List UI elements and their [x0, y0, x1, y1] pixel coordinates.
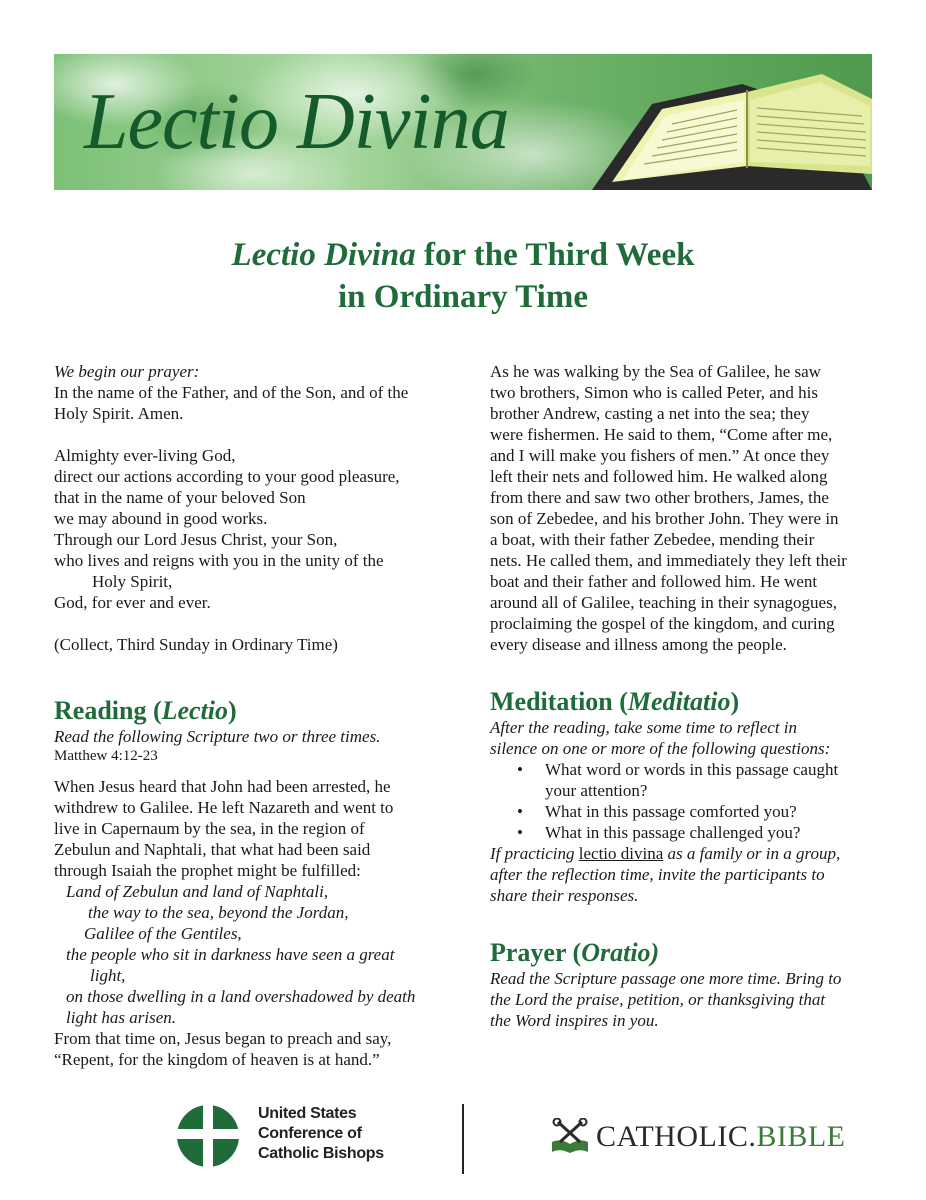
verse-line: on those dwelling in a land overshadowed by death	[66, 987, 416, 1006]
family-note: If practicing lectio divina as a family or in a group,	[490, 844, 841, 863]
passage-line: a boat, with their father Zebedee, mending their	[490, 530, 815, 549]
page-title: Lectio Divina for the Third Week in Ordinary Time	[231, 237, 695, 315]
passage-line: As he was walking by the Sea of Galilee, he saw	[490, 362, 821, 381]
prayer-intro: We begin our prayer:	[54, 362, 200, 381]
collect-line: Almighty ever-living God,	[54, 446, 236, 465]
passage-line: and I will make you fishers of men.” At once they	[490, 446, 830, 465]
collect-line: we may abound in good works.	[54, 509, 268, 528]
header-banner	[54, 54, 872, 190]
passage-line: were fishermen. He said to them, “Come after me,	[490, 425, 833, 444]
passage-line: son of Zebedee, and his brother John. They were in	[490, 509, 839, 528]
collect-line: God, for ever and ever.	[54, 593, 211, 612]
collect-line: direct our actions according to your good pleasure,	[54, 467, 400, 486]
reading-line: withdrew to Galilee. He left Nazareth and went to	[54, 798, 394, 817]
meditation-instruction: silence on one or more of the following questions:	[490, 739, 831, 758]
verse-line: Land of Zebulun and land of Naphtali,	[66, 882, 329, 901]
meditation-heading: Meditation (Meditatio)	[490, 687, 740, 716]
reading-line: “Repent, for the kingdom of heaven is at hand.”	[54, 1050, 380, 1069]
left-column	[54, 361, 454, 1070]
reading-line: When Jesus heard that John had been arrested, he	[54, 777, 391, 796]
collect-source: (Collect, Third Sunday in Ordinary Time)	[54, 635, 338, 654]
usccb-name: United States Conference of Catholic Bishops	[258, 1105, 384, 1162]
open-bible-icon	[532, 54, 872, 190]
verse-line: light has arisen.	[66, 1008, 177, 1027]
reading-heading: Reading (Lectio)	[54, 696, 237, 725]
verse-line: the people who sit in darkness have seen a great	[66, 945, 395, 964]
collect-line: Holy Spirit,	[92, 572, 173, 591]
scripture-reference: Matthew 4:12-23	[54, 748, 158, 764]
oratio-line: Read the Scripture passage one more time. Bring to	[490, 969, 842, 988]
passage-line: two brothers, Simon who is called Peter, and his	[490, 383, 818, 402]
passage-line: left their nets and followed him. He walked along	[490, 467, 828, 486]
reading-line: From that time on, Jesus began to preach and say,	[54, 1029, 392, 1048]
question-item: • What word or words in this passage caught your attention?	[517, 760, 839, 800]
meditation-instruction: After the reading, take some time to reflect in	[490, 718, 798, 737]
verse-line: the way to the sea, beyond the Jordan,	[88, 903, 349, 922]
verse-line: light,	[90, 966, 126, 985]
family-note: after the reflection time, invite the participants to	[490, 865, 825, 884]
catholic-bible-wordmark: CATHOLIC.BIBLE	[596, 1120, 846, 1153]
passage-line: boat and their father and followed him. He went	[490, 572, 818, 591]
verse-line: Galilee of the Gentiles,	[84, 924, 242, 943]
collect-line: who lives and reigns with you in the unity of the	[54, 551, 384, 570]
passage-line: from there and saw two other brothers, James, the	[490, 488, 829, 507]
sign-line: In the name of the Father, and of the Son, and of the	[54, 383, 409, 402]
question-item: • What in this passage comforted you?	[517, 802, 797, 821]
usccb-cross-logo	[176, 1104, 240, 1168]
meditation-questions	[490, 759, 890, 843]
keys-book-icon	[548, 1118, 592, 1154]
reading-line: Zebulun and Naphtali, that what had been said	[54, 840, 371, 859]
passage-line: proclaiming the gospel of the kingdom, and curing	[490, 614, 835, 633]
family-note: share their responses.	[490, 886, 639, 905]
oratio-line: the Lord the praise, petition, or thanksgiving that	[490, 990, 826, 1009]
collect-line: Through our Lord Jesus Christ, your Son,	[54, 530, 338, 549]
footer-divider	[462, 1104, 464, 1174]
banner-title: Lectio Divina	[84, 78, 509, 166]
oratio-line: the Word inspires in you.	[490, 1011, 659, 1030]
passage-line: nets. He called them, and immediately they left their	[490, 551, 847, 570]
right-column	[490, 361, 890, 1031]
reading-instruction: Read the following Scripture two or three times.	[54, 727, 381, 746]
passage-line: brother Andrew, casting a net into the sea; they	[490, 404, 810, 423]
lectio-divina-link[interactable]: lectio divina	[578, 844, 664, 863]
passage-line: around all of Galilee, teaching in their synagogues,	[490, 593, 837, 612]
passage-line: every disease and illness among the people.	[490, 635, 787, 654]
oratio-heading: Prayer (Oratio)	[490, 938, 660, 967]
reading-line: live in Capernaum by the sea, in the region of	[54, 819, 365, 838]
reading-line: through Isaiah the prophet might be fulfilled:	[54, 861, 361, 880]
sign-line: Holy Spirit. Amen.	[54, 404, 184, 423]
collect-line: that in the name of your beloved Son	[54, 488, 306, 507]
question-item: • What in this passage challenged you?	[517, 823, 801, 842]
